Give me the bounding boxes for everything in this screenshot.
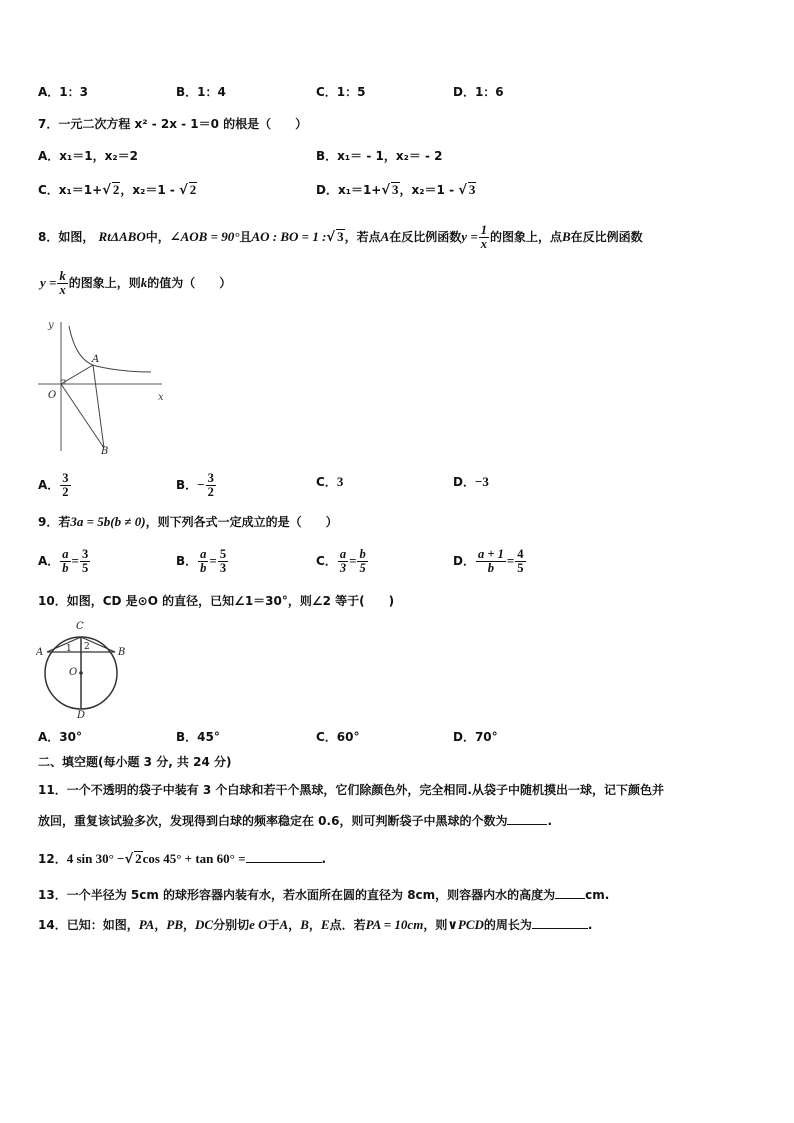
section-heading: 二、填空题(每小题 3 分, 共 24 分) [38, 755, 232, 769]
q14-text: 的周长为 [483, 918, 532, 932]
q8-a-fraction [60, 472, 70, 499]
option-label: B． [176, 478, 198, 492]
q14-comma: ， [308, 918, 321, 932]
q8-angle: ∠AOB = 90° [169, 229, 240, 244]
q9-text: ，则下列各式一定成立的是（ ） [145, 515, 338, 529]
minus-sign: − [197, 477, 205, 492]
y-axis-label: y [48, 320, 54, 331]
q14-end: . [587, 918, 593, 932]
q7-c-radicand-2: 2 [189, 182, 197, 197]
q8-text: ，若点 [344, 230, 381, 244]
option-label: D． [453, 475, 475, 489]
q6-option-d: D．1：6 [453, 85, 504, 99]
q9-option-d [453, 548, 527, 575]
answer-blank[interactable] [555, 886, 585, 899]
label-angle-2: 2 [84, 642, 90, 652]
q7-option-a: A．x₁＝1，x₂＝2 [38, 149, 138, 163]
q8-text: 在反比例函数 [389, 230, 462, 244]
q7-option-b: B．x₁＝ - 1，x₂＝ - 2 [316, 149, 443, 163]
option-label: A． [38, 478, 60, 492]
x-axis-label: x [158, 392, 164, 403]
frac-num: 5 [219, 547, 227, 561]
q12-expr-part1: 4 sin 30° − [66, 851, 125, 866]
frac-den: 5 [81, 561, 89, 575]
q8-text: 且 [239, 230, 252, 244]
q11-line2 [38, 812, 552, 829]
frac-a1-b [476, 548, 506, 575]
q8-text: 8．如图， [38, 230, 95, 244]
q8-frac-num: 1 [480, 223, 487, 237]
answer-blank[interactable] [507, 812, 547, 825]
option-label: A． [38, 554, 60, 568]
q10-option-a: A．30° [38, 730, 82, 744]
q13-unit: cm. [585, 888, 610, 902]
q8-option-a [38, 472, 72, 499]
frac-num: 3 [81, 547, 89, 561]
q7-c-radicand: 2 [112, 182, 120, 197]
q6-option-a: A．1：3 [38, 85, 88, 99]
segment-ab [93, 365, 104, 448]
q10-stem: 10．如图，CD 是⊙O 的直径，已知∠1＝30°，则∠2 等于( ) [38, 594, 395, 608]
q8-text: 在反比例函数 [570, 230, 643, 244]
q9-stem [38, 514, 338, 530]
equals: = [349, 553, 357, 568]
segment-oa [61, 365, 93, 384]
option-label: C． [316, 475, 337, 489]
q11-line1: 11．一个不透明的袋子中装有 3 个白球和若干个黑球，它们除颜色外，完全相同.从袋子中随机摸出一球，记下颜色并 [38, 783, 664, 797]
equals: = [209, 553, 217, 568]
q14-pb: PB [166, 917, 183, 932]
q8-text: 的图象上，则 [68, 276, 141, 290]
answer-blank[interactable] [246, 850, 322, 863]
segment-ob [61, 384, 104, 448]
q8-ratio: AO : BO = 1 : [251, 229, 327, 244]
q14-point-b: B [300, 917, 309, 932]
q9-option-c [316, 548, 369, 575]
label-o: O [69, 667, 78, 678]
q8-stem-line1: 8．如图， RtΔABO中，∠AOB = 90°且AO : BO = 1 :√ 3，若点A在反比例函数y = $\frac{1}{x}$ 的图象上，点B在反比例函数 [38, 223, 643, 251]
q10-option-c: C．60° [316, 730, 360, 744]
label-angle-1: 1 [66, 644, 72, 654]
q8-ratio-radicand: 3 [337, 229, 344, 244]
q7-c-prefix: C．x₁＝1+ [38, 183, 103, 197]
q13-text: 13．一个半径为 5cm 的球形容器内装有水，若水面所在圆的直径为 8cm，则容器内水的高度为 [38, 888, 556, 902]
point-b-label: B [101, 446, 109, 456]
q14-circle: e O [249, 917, 268, 932]
q8-frac-den: x [59, 283, 66, 297]
point-a-label: A [92, 354, 100, 365]
frac-num: a [200, 547, 207, 561]
q14-condition: PA = 10cm [365, 917, 424, 932]
frac-num: 4 [517, 547, 524, 561]
equals: = [506, 553, 515, 568]
q14-text: 于 [267, 918, 280, 932]
option-label: C． [316, 554, 337, 568]
q7-stem: 7．一元二次方程 x² - 2x - 1＝0 的根是（ ） [38, 117, 308, 131]
q14-comma: ， [154, 918, 167, 932]
frac-a-3 [338, 548, 348, 575]
frac-den: b [62, 561, 69, 575]
q9-option-a [38, 548, 91, 575]
option-label: B． [176, 554, 198, 568]
frac-b-5 [357, 548, 367, 575]
q8-triangle: RtΔABO [98, 229, 146, 244]
q12-expr-part2: cos 45° + tan 60° = [142, 851, 246, 866]
frac-4-5 [515, 548, 525, 575]
q6-option-b: B．1：4 [176, 85, 226, 99]
frac-den: 3 [219, 561, 227, 575]
label-a: A [36, 647, 44, 658]
answer-blank[interactable] [532, 916, 588, 929]
frac-num: 3 [62, 471, 69, 485]
q12-number: 12． [38, 852, 67, 866]
q8-fraction-k-over-x [57, 270, 67, 297]
segment-ac [47, 637, 81, 652]
frac-a-b [60, 548, 70, 575]
q7-c-mid: ，x₂＝1 - [120, 183, 175, 197]
q7-d-radicand-2: 3 [468, 182, 476, 197]
frac-a-b [198, 548, 208, 575]
frac-den: 5 [517, 561, 524, 575]
q8-text: 的图象上，点 [489, 230, 562, 244]
q14-comma: ， [183, 918, 196, 932]
option-value: −3 [474, 474, 489, 489]
q10-figure [36, 618, 136, 718]
q11-text: 放回，重复该试验多次，发现得到白球的频率稳定在 0.6，则可判断袋子中黑球的个数为 [38, 814, 508, 828]
q8-y-eq: y = [461, 229, 478, 244]
q7-d-mid: ，x₂＝1 - [399, 183, 455, 197]
q14-pa: PA [138, 917, 155, 932]
option-label: D． [453, 554, 475, 568]
q8-k: k [140, 275, 148, 290]
origin-label: O [48, 390, 57, 401]
q9-condition: 3a = 5b(b ≠ 0) [70, 514, 146, 529]
frac-num: a [339, 547, 347, 561]
q9-option-b [176, 548, 229, 575]
q8-text: 的值为（ ） [147, 276, 232, 290]
frac-5-3 [218, 548, 228, 575]
q14-text: 点．若 [329, 918, 366, 932]
frac-3-5 [80, 548, 90, 575]
q9-text: 9．若 [38, 515, 71, 529]
q8-option-d [453, 474, 489, 490]
q8-text: 中， [145, 230, 170, 244]
q8-point-a: A [380, 229, 390, 244]
q8-frac-num: k [59, 269, 66, 283]
q14-dc: DC [195, 917, 214, 932]
q14-text: 14．已知：如图， [38, 918, 139, 932]
q14-comma: ， [288, 918, 301, 932]
equals: = [71, 553, 79, 568]
q8-option-c [316, 474, 343, 490]
option-value: 3 [336, 474, 344, 489]
q7-d-prefix: D．x₁＝1+ [316, 183, 382, 197]
q14-triangle: ∨PCD [447, 917, 484, 932]
q14-line [38, 916, 592, 933]
q14-point-a: A [279, 917, 289, 932]
q11-end: . [547, 814, 553, 828]
q13-line [38, 886, 609, 903]
q10-option-d: D．70° [453, 730, 498, 744]
q6-option-c: C．1：5 [316, 85, 366, 99]
frac-num: b [359, 547, 366, 561]
q7-d-radicand: 3 [392, 182, 399, 197]
frac-num: a + 1 [477, 547, 504, 561]
frac-num: 3 [207, 471, 214, 485]
label-d: D [77, 710, 86, 718]
q8-option-b [176, 472, 217, 499]
q8-b-fraction [206, 472, 216, 499]
frac-den: b [200, 561, 207, 575]
q8-stem-line2 [40, 270, 231, 297]
q14-text: 分别切 [213, 918, 250, 932]
q8-frac-den: x [480, 237, 487, 251]
frac-num: a [62, 547, 69, 561]
q7-option-d: D．x₁＝1+√ 3，x₂＝1 - √ 3 [316, 182, 476, 198]
q10-option-b: B．45° [176, 730, 220, 744]
frac-den: b [487, 561, 495, 575]
frac-den: 2 [62, 485, 69, 499]
frac-den: 3 [339, 561, 347, 575]
frac-den: 2 [207, 485, 214, 499]
q14-point-e: E [320, 917, 330, 932]
q7-option-c: C．x₁＝1+√ 2，x₂＝1 - √ 2 [38, 182, 197, 198]
hyperbola-curve [69, 326, 151, 372]
q8-y-eq-2: y = [40, 275, 57, 290]
q14-text: ，则 [423, 918, 448, 932]
label-b: B [118, 647, 126, 658]
q8-figure [36, 316, 166, 456]
q8-point-b: B [562, 229, 571, 244]
q12-radicand: 2 [135, 851, 142, 866]
q8-fraction-1-over-x [479, 224, 489, 251]
q12-end: . [321, 852, 327, 866]
frac-den: 5 [359, 561, 366, 575]
q12-expression: 12．4 sin 30° −√ 2cos 45° + tan 60° = . [38, 851, 327, 867]
label-c: C [76, 621, 84, 632]
center-dot [79, 671, 83, 675]
